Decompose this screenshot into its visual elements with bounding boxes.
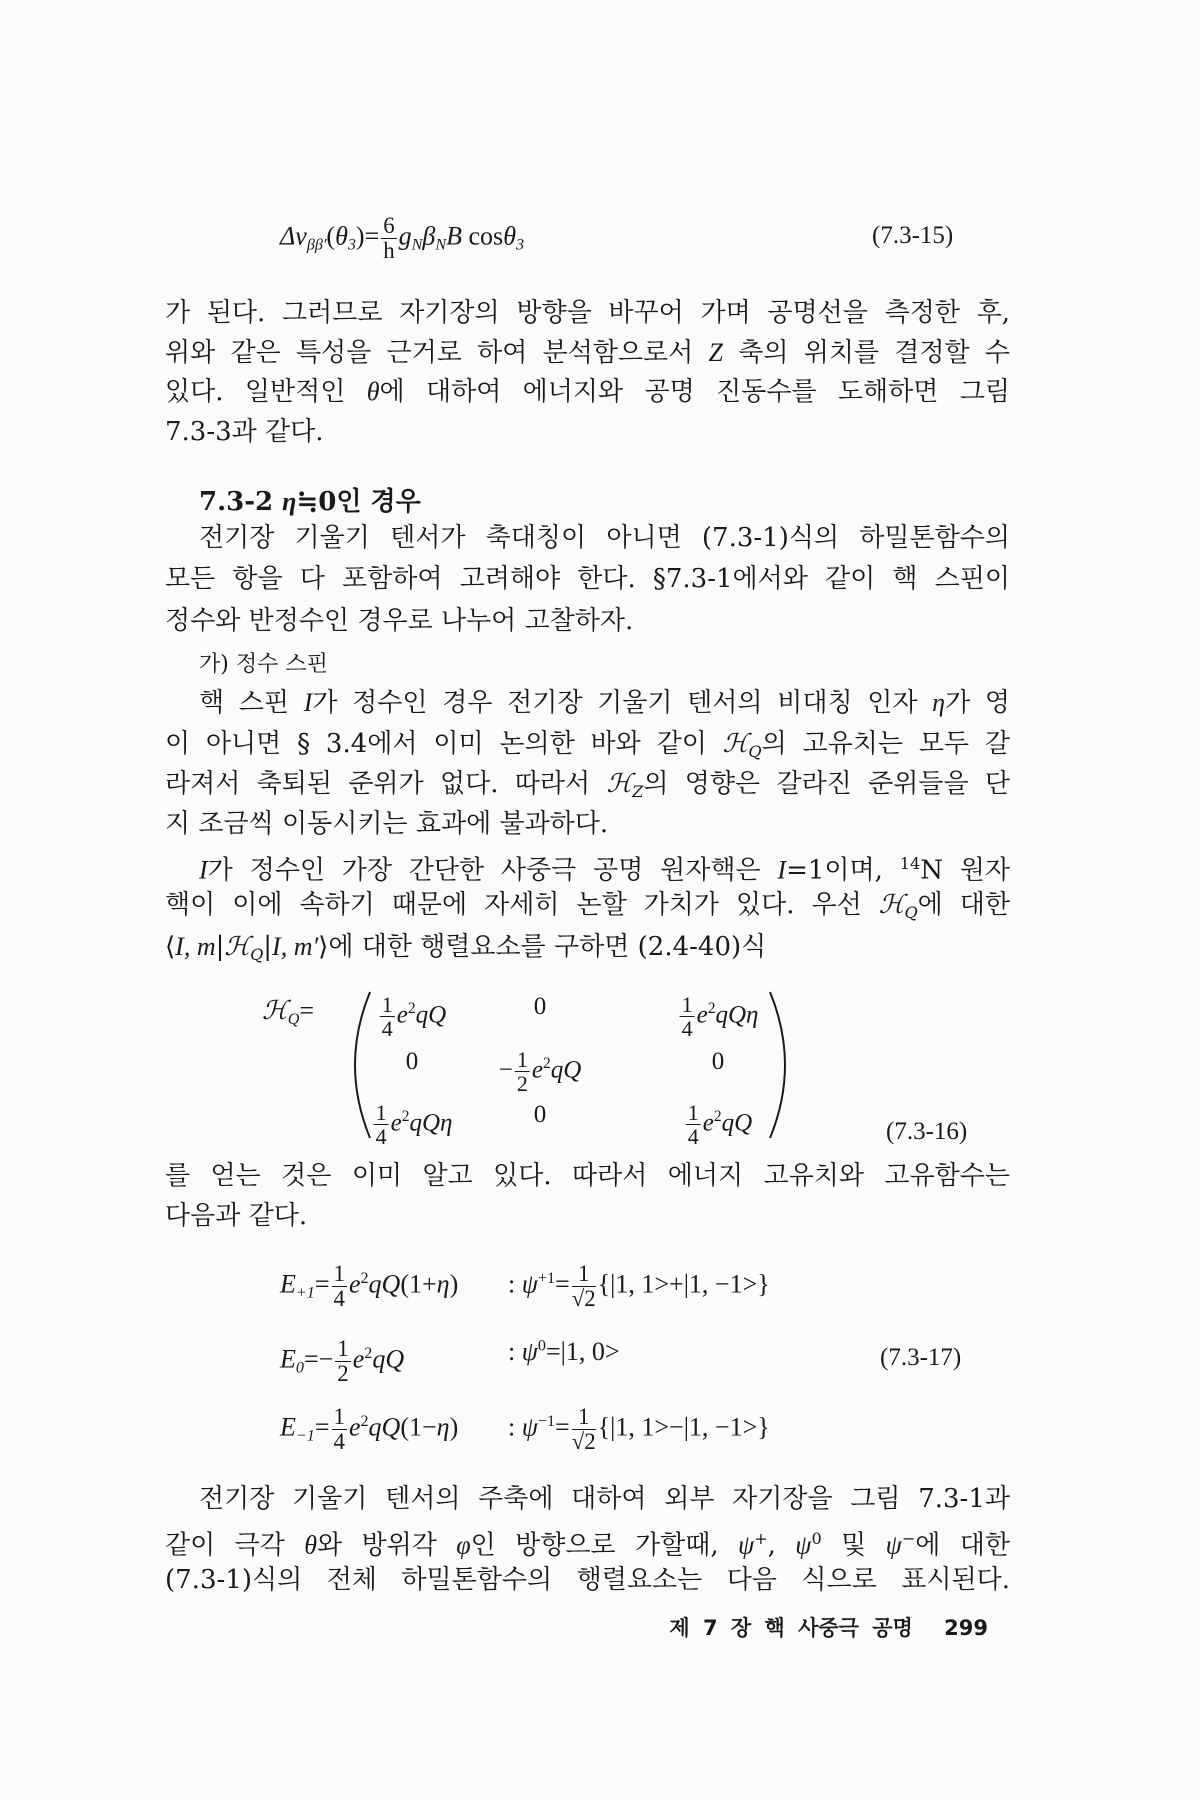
superscript: − — [901, 1529, 916, 1548]
math-symbol: qQ — [368, 1412, 401, 1442]
text-run: ( — [326, 221, 336, 251]
math-symbol: I, m′ — [272, 932, 319, 961]
denominator: √2 — [571, 1429, 596, 1455]
text-run: 가 된다. 그러므로 자기장의 방향을 바꾸어 가며 공명선을 측정한 후, — [165, 298, 1010, 328]
text-run: 를 얻는 것은 이미 알고 있다. 따라서 에너지 고유치와 고유함수는 — [165, 1161, 1010, 1191]
text-run: 0 — [533, 1101, 547, 1128]
text-run: {|1, 1>+|1, −1>} — [597, 1269, 770, 1299]
math-symbol: η — [932, 688, 946, 717]
math-symbol: qQ — [721, 1109, 753, 1137]
text-run: 인 방향으로 가할때, — [470, 1530, 738, 1561]
fraction — [381, 214, 396, 263]
superscript: 2 — [401, 1108, 410, 1126]
math-symbol: ψ — [521, 1337, 538, 1366]
text-run: 핵 스핀 — [199, 688, 304, 718]
equation-number: (7.3-16) — [886, 1118, 968, 1145]
math-symbol: qQη — [715, 1001, 759, 1029]
matrix-lhs — [262, 996, 314, 1029]
text-run: 같이 극각 — [165, 1530, 305, 1561]
math-symbol: I — [303, 688, 313, 717]
math-symbol: η — [436, 1269, 450, 1299]
text-run: 축의 위치를 결정할 수 — [723, 338, 1010, 368]
denominator: 4 — [687, 1124, 699, 1150]
matrix-cell — [712, 1048, 725, 1076]
text-run: 의 고유치는 모두 갈 — [761, 729, 1010, 759]
text-run: 0 — [405, 1048, 419, 1075]
text-run: 에 대하여 에너지와 공명 진동수를 도해하면 그림 — [379, 377, 1010, 407]
math-symbol: E — [280, 1344, 296, 1374]
fraction — [374, 1101, 389, 1148]
energy-eigenvalue — [280, 1405, 458, 1454]
matrix-cell — [406, 1048, 419, 1076]
text-line — [165, 1522, 1010, 1563]
fraction — [572, 1262, 596, 1311]
text-line — [165, 604, 1010, 638]
matrix-cell — [378, 993, 446, 1040]
superscript: 2 — [407, 1000, 416, 1018]
text-line — [165, 1563, 1010, 1597]
subscript: ββ′ — [306, 236, 327, 254]
matrix-cell — [534, 993, 547, 1021]
text-run: 가 영 — [945, 688, 1010, 718]
math-symbol: ℋ — [606, 769, 633, 798]
math-symbol: ψ — [521, 1269, 538, 1299]
subsection-heading — [199, 648, 1010, 682]
denominator: √2 — [571, 1286, 596, 1312]
text-run: = — [555, 1412, 570, 1442]
page-number: 299 — [944, 1616, 988, 1640]
text-run: − — [498, 1056, 513, 1084]
denominator: 4 — [333, 1286, 345, 1312]
denominator: 4 — [333, 1429, 345, 1455]
numerator: 1 — [381, 992, 393, 1017]
text-run: ≒0인 경우 — [296, 487, 421, 517]
fraction — [380, 993, 395, 1040]
math-symbol: Z — [708, 338, 723, 367]
right-paren — [762, 990, 802, 1140]
text-run: | — [215, 932, 225, 962]
text-run: ⟨ — [165, 932, 176, 962]
superscript: 2 — [360, 1412, 369, 1430]
text-run: ) — [449, 1269, 459, 1299]
text-run: 다음과 같다. — [165, 1201, 308, 1231]
text-run: 이 아니면 § 3.4에서 이미 논의한 바와 같이 — [165, 729, 723, 759]
fraction — [680, 993, 695, 1040]
text-run: (1− — [400, 1412, 437, 1442]
text-run: 정수와 반정수인 경우로 나누어 고찰하자. — [165, 606, 634, 636]
math-symbol: E — [280, 1269, 296, 1299]
superscript: 2 — [360, 1269, 369, 1287]
text-line — [165, 1159, 1010, 1193]
energy-eigenvalue — [280, 1262, 458, 1311]
denominator: 4 — [681, 1016, 693, 1042]
text-run: (1+ — [400, 1269, 437, 1299]
numerator: 1 — [687, 1100, 699, 1125]
equation-7-3-15 — [280, 214, 524, 263]
math-symbol: η — [436, 1412, 450, 1442]
subscript: −1 — [295, 1427, 315, 1445]
math-symbol: E — [280, 1412, 296, 1442]
text-run: = — [314, 1412, 330, 1442]
math-symbol: ψ — [737, 1530, 755, 1560]
fraction — [332, 1405, 347, 1454]
running-head: 제 7 장 핵 사중극 공명 — [669, 1616, 913, 1640]
text-line — [165, 336, 1010, 370]
text-run: (7.3-1)식의 전체 하밀톤함수의 행렬요소는 다음 식으로 표시된다. — [165, 1565, 1010, 1595]
subscript: Z — [632, 781, 644, 801]
text-line — [165, 1199, 1010, 1233]
matrix-cell — [684, 1101, 752, 1148]
text-run: 에 대한 — [917, 890, 1010, 920]
text-run: : — [508, 1269, 522, 1299]
text-run: ⟩에 대한 행렬요소를 구하면 (2.4-40)식 — [318, 932, 767, 962]
text-line — [199, 1482, 1010, 1516]
math-symbol: e — [390, 1109, 402, 1137]
math-symbol: ℋ — [224, 932, 251, 961]
subscript: 0 — [295, 1359, 304, 1377]
matrix-cell — [499, 1048, 582, 1095]
math-symbol: θ — [304, 1530, 318, 1560]
text-line — [165, 375, 1010, 409]
math-symbol: θ — [335, 221, 348, 251]
math-symbol: ℋ — [878, 890, 905, 919]
math-symbol: I, m — [175, 932, 216, 961]
text-run: {|1, 1>−|1, −1>} — [597, 1412, 770, 1442]
subscript: Q — [904, 902, 918, 922]
math-symbol: ψ — [795, 1530, 812, 1560]
eigenfunction — [508, 1405, 770, 1454]
text-run: 7.3-3과 같다. — [165, 417, 324, 447]
text-run: 0 — [533, 993, 547, 1020]
text-run: | — [263, 932, 273, 962]
superscript: 2 — [364, 1344, 373, 1362]
numerator: 1 — [572, 1405, 596, 1430]
math-symbol: e — [396, 1001, 408, 1029]
superscript: + — [754, 1529, 768, 1548]
text-run: =1이며, — [786, 855, 900, 886]
text-line — [165, 562, 1010, 596]
text-run: 위와 같은 특성을 근거로 하여 분석함으로서 — [165, 338, 709, 368]
text-run: 라져서 축퇴된 준위가 없다. 따라서 — [165, 769, 607, 799]
text-line — [165, 727, 1010, 769]
subscript: 3 — [347, 236, 356, 254]
numerator: 1 — [333, 1404, 345, 1429]
superscript: 0 — [537, 1337, 546, 1355]
math-symbol: qQ — [372, 1344, 405, 1374]
text-run: 0 — [711, 1048, 725, 1075]
text-line — [165, 767, 1010, 809]
math-symbol: qQ — [550, 1056, 582, 1084]
text-run: , — [767, 1530, 796, 1561]
matrix-cell — [534, 1101, 547, 1129]
fraction — [686, 1101, 701, 1148]
subscript: +1 — [295, 1284, 315, 1302]
math-symbol: e — [702, 1109, 714, 1137]
text-line — [165, 930, 1010, 972]
equation-number: (7.3-15) — [872, 222, 954, 249]
superscript: 2 — [542, 1055, 551, 1073]
text-run: = — [555, 1269, 570, 1299]
math-symbol: Δν — [280, 221, 307, 251]
math-symbol: qQη — [409, 1109, 453, 1137]
math-symbol: e — [352, 1344, 365, 1374]
text-run: 있다. 일반적인 — [165, 377, 367, 407]
text-run: 에 대한 — [915, 1530, 1010, 1561]
superscript: −1 — [537, 1412, 556, 1430]
subscript: N — [435, 236, 447, 254]
energy-eigenvalue — [280, 1337, 404, 1386]
math-symbol: qQ — [415, 1001, 447, 1029]
subscript: N — [411, 236, 423, 254]
text-run: 와 방위각 — [317, 1530, 457, 1561]
superscript: 14 — [899, 854, 921, 873]
denominator: 4 — [375, 1124, 387, 1150]
denominator: h — [383, 238, 395, 264]
text-run: )= — [355, 221, 380, 251]
fraction — [335, 1337, 350, 1386]
math-symbol: I — [777, 855, 787, 885]
text-run: ) — [449, 1412, 459, 1442]
numerator: 1 — [333, 1261, 345, 1286]
numerator: 1 — [681, 992, 693, 1017]
text-run: 전기장 기울기 텐서가 축대칭이 아니면 (7.3-1)식의 하밀톤함수의 — [199, 523, 1010, 553]
math-symbol: φ — [456, 1530, 471, 1560]
math-symbol: g — [398, 221, 412, 251]
section-heading — [199, 485, 1010, 519]
page-footer — [669, 1612, 988, 1642]
text-line — [199, 521, 1010, 555]
math-symbol: ℋ — [722, 729, 749, 758]
matrix-cell — [678, 993, 759, 1040]
text-run: 모든 항을 다 포함하여 고려해야 한다. §7.3-1에서와 같이 핵 스핀이 — [165, 564, 1010, 594]
superscript: 2 — [707, 1000, 716, 1018]
numerator: 6 — [383, 213, 395, 238]
denominator: 4 — [381, 1016, 393, 1042]
text-run: 의 영향은 갈라진 준위들을 단 — [643, 769, 1010, 799]
text-run: : — [508, 1337, 522, 1366]
equation-number: (7.3-17) — [880, 1344, 962, 1371]
math-symbol: ℋ — [262, 996, 288, 1025]
text-run: 핵이 이에 속하기 때문에 자세히 논할 가치가 있다. 우선 — [165, 890, 879, 920]
text-run: 전기장 기울기 텐서의 주축에 대하여 외부 자기장을 그림 7.3-1과 — [199, 1484, 1010, 1514]
math-symbol: θ — [503, 221, 516, 251]
math-symbol: β — [422, 221, 436, 251]
math-symbol: e — [696, 1001, 708, 1029]
text-run: 가) 정수 스핀 — [199, 652, 328, 677]
math-symbol: ψ — [521, 1412, 538, 1442]
math-symbol: e — [531, 1056, 543, 1084]
numerator: 1 — [375, 1100, 387, 1125]
eigenfunction — [508, 1337, 619, 1367]
fraction — [515, 1048, 530, 1095]
math-symbol: I — [199, 855, 208, 885]
denominator: 2 — [516, 1071, 528, 1097]
text-run: N 원자 — [920, 855, 1011, 886]
subscript: Q — [748, 741, 762, 761]
superscript: 0 — [811, 1529, 822, 1548]
math-symbol: e — [348, 1269, 361, 1299]
text-run: 7.3-2 — [199, 487, 283, 517]
superscript: +1 — [537, 1269, 556, 1287]
fraction — [332, 1262, 347, 1311]
math-symbol: θ — [366, 377, 380, 406]
text-run: cos — [462, 221, 504, 251]
fraction — [572, 1405, 596, 1454]
text-line — [165, 807, 1010, 841]
text-line — [199, 847, 1010, 888]
numerator: 1 — [337, 1336, 349, 1361]
matrix-cell — [372, 1101, 453, 1148]
subscript: 3 — [515, 236, 525, 254]
numerator: 1 — [516, 1047, 528, 1072]
text-run: =− — [303, 1344, 334, 1374]
eigenfunction — [508, 1262, 770, 1311]
text-run: 및 — [821, 1530, 886, 1561]
text-line — [165, 296, 1010, 330]
text-line — [199, 686, 1010, 720]
text-line — [165, 415, 1010, 449]
text-run: = — [299, 996, 315, 1025]
subscript: Q — [250, 944, 264, 964]
subscript: Q — [287, 1010, 300, 1028]
math-symbol: ψ — [885, 1530, 902, 1560]
math-symbol: η — [282, 487, 297, 516]
numerator: 1 — [572, 1262, 596, 1287]
text-run: =|1, 0> — [545, 1337, 620, 1366]
text-run: 가 정수인 가장 간단한 사중극 공명 원자핵은 — [207, 855, 778, 886]
math-symbol: qQ — [368, 1269, 401, 1299]
text-run: = — [314, 1269, 330, 1299]
text-run: 가 정수인 경우 전기장 기울기 텐서의 비대칭 인자 — [312, 688, 933, 718]
math-symbol: B — [446, 221, 463, 251]
text-run: 지 조금씩 이동시키는 효과에 불과하다. — [165, 809, 609, 839]
superscript: 2 — [713, 1108, 722, 1126]
math-symbol: e — [348, 1412, 361, 1442]
text-line — [165, 888, 1010, 930]
text-run: : — [508, 1412, 522, 1442]
denominator: 2 — [337, 1361, 349, 1387]
